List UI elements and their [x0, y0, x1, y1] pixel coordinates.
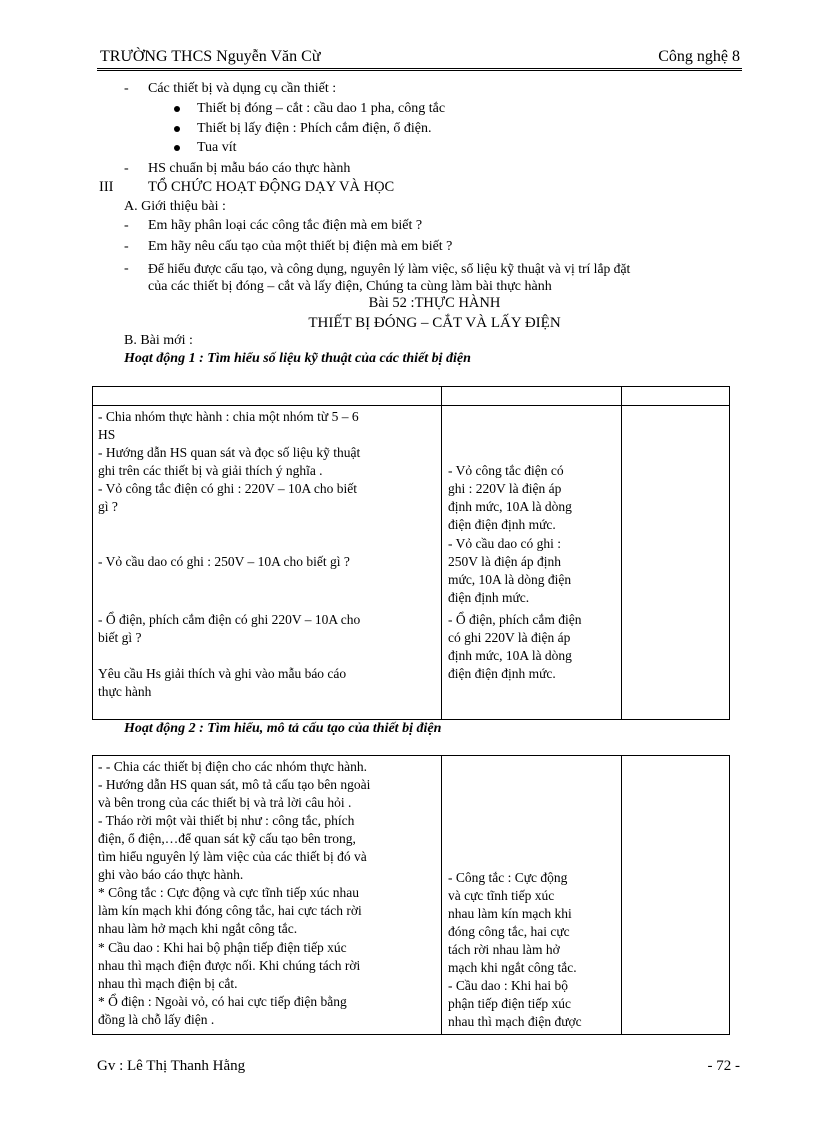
intro-question-cont: của các thiết bị đóng – cắt và lấy điện, Chúng ta cùng làm bài thực hành: [148, 279, 552, 294]
cell-line: - Cầu dao : Khi hai bộ: [448, 978, 568, 993]
cell-line: mạch khi ngắt công tắc.: [448, 960, 577, 975]
student-activity-cell: [442, 406, 622, 720]
cell-line: * Công tắc : Cực động và cực tĩnh tiếp xúc nhau: [98, 885, 359, 900]
cell-line: nhau thì mạch điện bị cắt.: [98, 976, 238, 991]
cell-line: và bên trong của các thiết bị và trả lời câu hỏi .: [98, 795, 352, 810]
cell-line: điện điện định mức.: [448, 517, 556, 532]
dash-marker: -: [124, 261, 129, 276]
cell-line: đóng công tắc, hai cực: [448, 924, 570, 939]
page-header: [97, 48, 742, 70]
dash-marker: -: [124, 218, 129, 233]
cell-line: * Ổ điện : Ngoài vỏ, có hai cực tiếp điện bằng: [98, 994, 347, 1009]
cell-line: - Ổ điện, phích cắm điện có ghi 220V – 10A cho: [98, 612, 361, 627]
section-title: TỔ CHỨC HOẠT ĐỘNG DẠY VÀ HỌC: [148, 179, 395, 195]
cell-line: và cực tĩnh tiếp xúc: [448, 888, 555, 903]
dash-marker: -: [124, 161, 129, 176]
tools-title: Các thiết bị và dụng cụ cần thiết :: [148, 81, 337, 96]
cell-line: thực hành: [98, 684, 152, 699]
activity-2-title: Hoạt động 2 : Tìm hiểu, mô tả cấu tạo của thiết bị điện: [124, 721, 442, 736]
lesson-title: THIẾT BỊ ĐÓNG – CẮT VÀ LẤY ĐIỆN: [308, 315, 561, 331]
cell-line: định mức, 10A là dòng: [448, 499, 572, 514]
cell-line: - Công tắc : Cực động: [448, 870, 568, 885]
cell-line: - Vỏ công tắc điện có: [448, 463, 564, 478]
cell-line: có ghi 220V là điện áp: [448, 630, 571, 645]
student-activity-cell: [442, 756, 622, 1035]
bullet-icon: [174, 126, 180, 132]
cell-line: điện định mức.: [448, 590, 530, 605]
cell-line: ghi trên các thiết bị và giải thích ý nghĩa .: [98, 463, 323, 478]
tool-item: Thiết bị đóng – cắt : cầu dao 1 pha, công tắc: [197, 101, 446, 116]
cell-line: * Cầu dao : Khi hai bộ phận tiếp điện tiếp xúc: [98, 940, 347, 955]
cell-line: mức, 10A là dòng điện: [448, 572, 572, 587]
cell-line: làm kín mạch khi đóng công tắc, hai cực tách rời: [98, 903, 362, 918]
cell-line: nhau thì mạch điện được nối. Khi chúng tách rời: [98, 958, 361, 973]
intro-question: Em hãy phân loại các công tắc điện mà em biết ?: [148, 218, 423, 233]
cell-line: gì ?: [98, 499, 118, 514]
cell-line: đồng là chỗ lấy điện .: [98, 1012, 215, 1027]
cell-line: ghi vào báo cáo thực hành.: [98, 867, 244, 882]
cell-line: HS: [98, 427, 116, 442]
intro-label: A. Giới thiệu bài :: [124, 199, 226, 214]
intro-question: Em hãy nêu cấu tạo của một thiết bị điện mà em biết ?: [148, 239, 453, 254]
cell-line: điện điện định mức.: [448, 666, 556, 681]
intro-question: Để hiểu được cấu tạo, và công dụng, nguyên lý làm việc, số liệu kỹ thuật và vị trí lắp đặt: [148, 261, 631, 276]
cell-line: - - Chia các thiết bị điện cho các nhóm thực hành.: [98, 759, 367, 774]
cell-line: - Chia nhóm thực hành : chia một nhóm từ 5 – 6: [98, 409, 359, 424]
table-header-cell: [442, 387, 622, 406]
bullet-icon: [174, 106, 180, 112]
activity-1-title: Hoạt động 1 : Tìm hiểu số liệu kỹ thuật của các thiết bị điện: [124, 351, 471, 366]
teacher-name: Gv : Lê Thị Thanh Hằng: [97, 1058, 246, 1074]
cell-line: - Hướng dẫn HS quan sát, mô tả cấu tạo bên ngoài: [98, 777, 371, 792]
cell-line: tách rời nhau làm hở: [448, 942, 560, 957]
activity-2-table: [92, 755, 730, 1035]
page-number: - 72 -: [707, 1058, 740, 1074]
table-header-cell: [93, 387, 442, 406]
activity-1-table: [92, 386, 730, 720]
school-name: TRƯỜNG THCS Nguyễn Văn Cừ: [100, 48, 321, 65]
section-numeral: III: [99, 179, 114, 195]
dash-marker: -: [124, 81, 129, 96]
cell-line: - Hướng dẫn HS quan sát và đọc số liệu kỹ thuật: [98, 445, 361, 460]
bullet-icon: [174, 145, 180, 151]
hs-prep: HS chuẩn bị mẫu báo cáo thực hành: [148, 161, 351, 176]
lesson-number: Bài 52 :THỰC HÀNH: [368, 295, 501, 311]
cell-line: - Tháo rời một vài thiết bị như : công tắc, phích: [98, 813, 355, 828]
cell-line: - Vỏ cầu dao có ghi :: [448, 536, 561, 551]
dash-marker: -: [124, 239, 129, 254]
subject-name: Công nghệ 8: [658, 48, 740, 65]
cell-line: - Vỏ cầu dao có ghi : 250V – 10A cho biết gì ?: [98, 554, 350, 569]
cell-line: 250V là điện áp định: [448, 554, 561, 569]
cell-line: biết gì ?: [98, 630, 142, 645]
cell-line: - Vỏ công tắc điện có ghi : 220V – 10A cho biết: [98, 481, 357, 496]
tool-item: Thiết bị lấy điện : Phích cắm điện, ổ điện.: [197, 121, 432, 136]
cell-line: nhau làm kín mạch khi: [448, 906, 572, 921]
notes-cell: [622, 406, 730, 720]
cell-line: tìm hiểu nguyên lý làm việc của các thiết bị đó và: [98, 849, 367, 864]
cell-line: ghi : 220V là điện áp: [448, 481, 562, 496]
cell-line: định mức, 10A là dòng: [448, 648, 572, 663]
cell-line: nhau thì mạch điện được: [448, 1014, 582, 1029]
cell-line: phận tiếp điện tiếp xúc: [448, 996, 571, 1011]
teacher-activity-cell: [93, 406, 442, 720]
notes-cell: [622, 756, 730, 1035]
cell-line: - Ổ điện, phích cắm điện: [448, 612, 582, 627]
tool-item: Tua vít: [197, 140, 237, 155]
cell-line: Yêu cầu Hs giải thích và ghi vào mẫu báo cáo: [98, 666, 347, 681]
cell-line: điện, ổ điện,…để quan sát kỹ cấu tạo bên trong,: [98, 831, 356, 846]
cell-line: nhau làm hở mạch khi ngắt công tắc.: [98, 921, 298, 936]
teacher-activity-cell: [93, 756, 442, 1035]
header-rule: [97, 68, 742, 71]
new-lesson-label: B. Bài mới :: [124, 333, 193, 348]
table-header-cell: [622, 387, 730, 406]
